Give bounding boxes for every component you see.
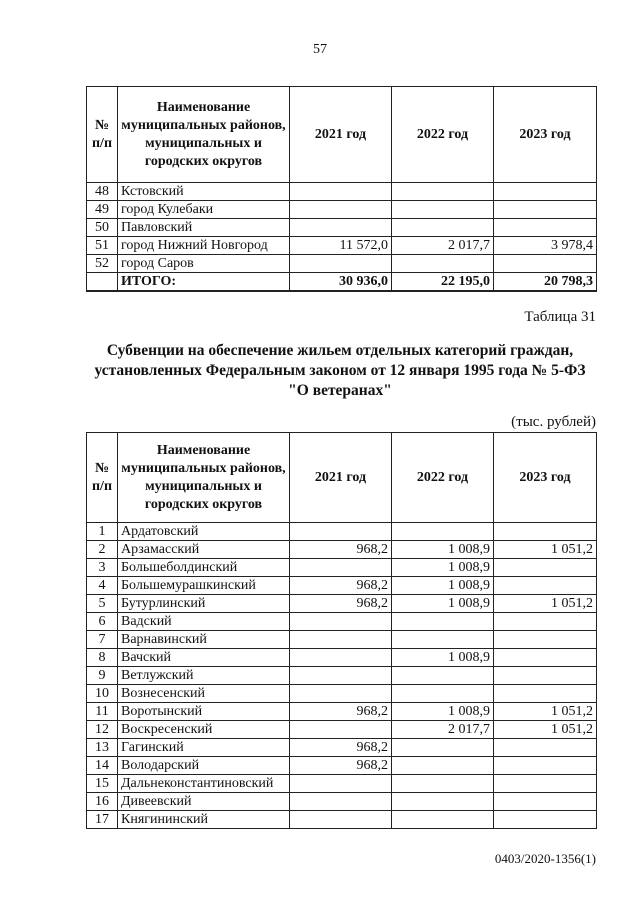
table-row: [87, 613, 597, 631]
value-2023: [494, 685, 597, 703]
row-number: 9: [87, 667, 118, 685]
value-2021: [290, 201, 392, 219]
row-number: 10: [87, 685, 118, 703]
row-name: Дивеевский: [118, 793, 290, 811]
value-2021: [290, 685, 392, 703]
value-2021: [290, 649, 392, 667]
row-name: Варнавинский: [118, 631, 290, 649]
row-name: Павловский: [118, 219, 290, 237]
row-name: Бутурлинский: [118, 595, 290, 613]
value-2021: [290, 721, 392, 739]
row-name: Гагинский: [118, 739, 290, 757]
table-row: [87, 721, 597, 739]
value-2022: 1 008,9: [392, 559, 494, 577]
table-row: [87, 793, 597, 811]
value-2022: 1 008,9: [392, 577, 494, 595]
table-row: [87, 685, 597, 703]
value-2023: [494, 775, 597, 793]
header-2021: 2021 год: [290, 87, 392, 183]
row-name: Княгининский: [118, 811, 290, 829]
row-number: 17: [87, 811, 118, 829]
value-2023: [494, 793, 597, 811]
table-row: [87, 577, 597, 595]
total-2022: 22 195,0: [392, 273, 494, 292]
value-2022: 1 008,9: [392, 649, 494, 667]
value-2021: 11 572,0: [290, 237, 392, 255]
value-2021: [290, 613, 392, 631]
table-row: [87, 757, 597, 775]
value-2022: [392, 811, 494, 829]
row-name: Воротынский: [118, 703, 290, 721]
value-2022: [392, 739, 494, 757]
value-2023: [494, 649, 597, 667]
value-2023: [494, 219, 597, 237]
value-2022: [392, 631, 494, 649]
value-2023: [494, 523, 597, 541]
value-2021: [290, 667, 392, 685]
value-2022: 1 008,9: [392, 595, 494, 613]
row-number: 1: [87, 523, 118, 541]
row-number: 13: [87, 739, 118, 757]
value-2023: 3 978,4: [494, 237, 597, 255]
value-2021: 968,2: [290, 703, 392, 721]
row-name: Большемурашкинский: [118, 577, 290, 595]
row-number: 52: [87, 255, 118, 273]
header-2023: 2023 год: [494, 87, 597, 183]
section-title: [60, 341, 620, 401]
value-2022: 2 017,7: [392, 237, 494, 255]
value-2023: [494, 201, 597, 219]
value-2022: [392, 793, 494, 811]
value-2021: [290, 793, 392, 811]
table-row: [87, 631, 597, 649]
total-2023: 20 798,3: [494, 273, 597, 292]
row-number: 14: [87, 757, 118, 775]
row-name: Вачский: [118, 649, 290, 667]
table-row: [87, 201, 597, 219]
title-line: установленных Федеральным законом от 12 января 1995 года № 5-ФЗ: [94, 362, 586, 379]
row-number: 51: [87, 237, 118, 255]
table-row: [87, 739, 597, 757]
value-2023: 1 051,2: [494, 721, 597, 739]
row-number: 48: [87, 183, 118, 201]
value-2023: 1 051,2: [494, 703, 597, 721]
row-number: 16: [87, 793, 118, 811]
table-row: [87, 649, 597, 667]
header-num: № п/п: [87, 433, 118, 523]
row-name: Воскресенский: [118, 721, 290, 739]
value-2021: 968,2: [290, 739, 392, 757]
table-row: [87, 541, 597, 559]
value-2021: [290, 183, 392, 201]
total-row: [87, 273, 597, 292]
title-line: "О ветеранах": [288, 382, 392, 399]
total-label: ИТОГО:: [118, 273, 290, 292]
row-name: город Нижний Новгород: [118, 237, 290, 255]
row-number: 8: [87, 649, 118, 667]
total-2021: 30 936,0: [290, 273, 392, 292]
row-number: 12: [87, 721, 118, 739]
row-name: Вадский: [118, 613, 290, 631]
units-label: (тыс. рублей): [511, 414, 596, 430]
row-number: 50: [87, 219, 118, 237]
header-2022: 2022 год: [392, 87, 494, 183]
value-2022: [392, 757, 494, 775]
row-number: 4: [87, 577, 118, 595]
header-2023: 2023 год: [494, 433, 597, 523]
value-2021: 968,2: [290, 541, 392, 559]
value-2023: [494, 255, 597, 273]
header-2022: 2022 год: [392, 433, 494, 523]
value-2023: [494, 667, 597, 685]
value-2022: [392, 219, 494, 237]
document-code: 0403/2020-1356(1): [494, 851, 596, 866]
row-name: Володарский: [118, 757, 290, 775]
row-number: 6: [87, 613, 118, 631]
value-2022: 2 017,7: [392, 721, 494, 739]
value-2023: [494, 577, 597, 595]
value-2023: 1 051,2: [494, 595, 597, 613]
row-number: 15: [87, 775, 118, 793]
value-2021: [290, 631, 392, 649]
header-num: № п/п: [87, 87, 118, 183]
table-row: [87, 255, 597, 273]
value-2022: [392, 667, 494, 685]
table-row: [87, 667, 597, 685]
header-2021: 2021 год: [290, 433, 392, 523]
value-2022: [392, 523, 494, 541]
table-row: [87, 775, 597, 793]
value-2023: [494, 739, 597, 757]
table-continued: [86, 86, 597, 292]
value-2022: [392, 775, 494, 793]
row-number: 49: [87, 201, 118, 219]
table-row: [87, 219, 597, 237]
row-number: 3: [87, 559, 118, 577]
value-2023: 1 051,2: [494, 541, 597, 559]
value-2021: [290, 559, 392, 577]
row-name: Арзамасский: [118, 541, 290, 559]
value-2022: 1 008,9: [392, 541, 494, 559]
value-2022: [392, 201, 494, 219]
value-2022: [392, 255, 494, 273]
table-caption: Таблица 31: [524, 309, 596, 325]
value-2021: 968,2: [290, 757, 392, 775]
table-31: [86, 432, 597, 829]
row-number: 7: [87, 631, 118, 649]
value-2023: [494, 613, 597, 631]
value-2022: 1 008,9: [392, 703, 494, 721]
page-number: 57: [313, 42, 327, 57]
value-2021: 968,2: [290, 595, 392, 613]
header-name: Наименование муниципальных районов, муниципальных и городских округов: [118, 87, 290, 183]
table-row: [87, 811, 597, 829]
value-2022: [392, 183, 494, 201]
row-name: Ветлужский: [118, 667, 290, 685]
row-name: Ардатовский: [118, 523, 290, 541]
row-name: город Саров: [118, 255, 290, 273]
value-2021: [290, 255, 392, 273]
row-name: Вознесенский: [118, 685, 290, 703]
header-name: Наименование муниципальных районов, муниципальных и городских округов: [118, 433, 290, 523]
value-2021: [290, 523, 392, 541]
value-2021: [290, 775, 392, 793]
value-2022: [392, 685, 494, 703]
row-number: 2: [87, 541, 118, 559]
value-2023: [494, 559, 597, 577]
value-2023: [494, 757, 597, 775]
value-2021: [290, 811, 392, 829]
value-2021: 968,2: [290, 577, 392, 595]
row-number: 11: [87, 703, 118, 721]
value-2021: [290, 219, 392, 237]
row-name: Большеболдинский: [118, 559, 290, 577]
table-row: [87, 595, 597, 613]
value-2022: [392, 613, 494, 631]
row-name: Кстовский: [118, 183, 290, 201]
table-row: [87, 703, 597, 721]
table-row: [87, 183, 597, 201]
value-2023: [494, 631, 597, 649]
row-name: город Кулебаки: [118, 201, 290, 219]
row-number: 5: [87, 595, 118, 613]
value-2023: [494, 811, 597, 829]
value-2023: [494, 183, 597, 201]
table-row: [87, 237, 597, 255]
row-name: Дальнеконстантиновский: [118, 775, 290, 793]
title-line: Субвенции на обеспечение жильем отдельных категорий граждан,: [106, 342, 574, 359]
table-row: [87, 523, 597, 541]
table-row: [87, 559, 597, 577]
